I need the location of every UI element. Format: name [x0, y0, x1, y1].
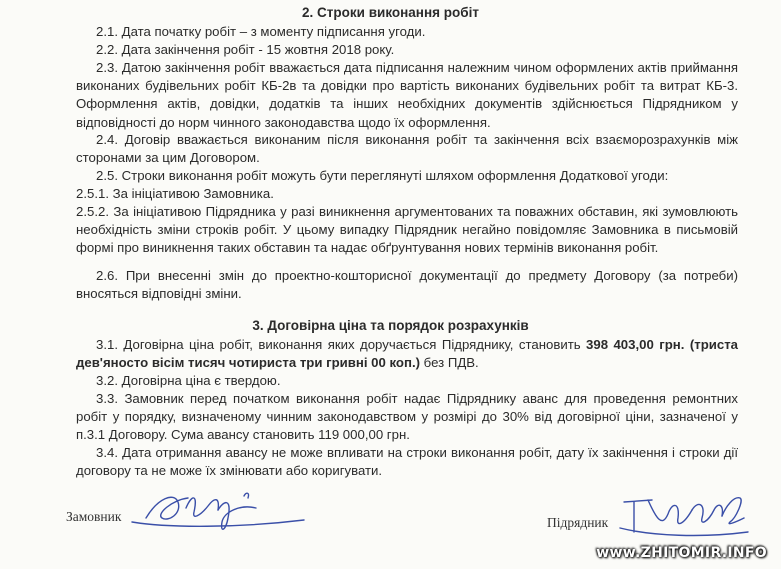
- clause-2-3: 2.3. Датою закінчення робіт вважається дата підписання належним чином оформлених актів приймання виконаних будівельних робіт КБ-2в та довідки про вартість виконаних будівельних робіт та витрат КБ-3. Оформлення актів, довідки, додатків та інших необхідних документів здійснюється Підрядником у відповідності до норм чинного законодавства щодо їх оформлення.: [76, 60, 738, 130]
- section-3-heading: 3. Договірна ціна та порядок розрахунків: [252, 318, 529, 333]
- clause-2-2: 2.2. Дата закінчення робіт - 15 жовтня 2018 року.: [96, 42, 395, 57]
- clause-3-1: [76, 336, 738, 372]
- clause-2-6: 2.6. При внесенні змін до проектно-кошторисної документації до предмету Договору (за потреби) вносяться відповідні зміни.: [76, 268, 738, 302]
- contractor-signature: [612, 488, 752, 544]
- contract-price: 398 403,00 грн. (триста дев'яносто вісім тисяч чотириста три гривні 00 коп.): [76, 337, 738, 371]
- customer-signature: [128, 488, 308, 540]
- clause-3-2: 3.2. Договірна ціна є твердою.: [96, 373, 281, 388]
- clause-2-4: 2.4. Договір вважається виконаним після виконання робіт та закінчення всіх взаєморозрахунків між сторонами за цим Договором.: [76, 132, 738, 166]
- clause-3-3: 3.3. Замовник перед початком виконання робіт надає Підряднику аванс для проведення ремонтних робіт у порядку, визначеному чинним законодавством у розмірі до 30% від договірної ціни, зазначеної у п.3.1 Договору. Сума авансу становить 119 000,00 грн.: [76, 391, 738, 443]
- clause-2-5: 2.5. Строки виконання робіт можуть бути переглянуті шляхом оформлення Додаткової угоди:: [96, 168, 669, 183]
- clause-2-1: 2.1. Дата початку робіт – з моменту підписання угоди.: [96, 24, 426, 39]
- clause-2-5-2: 2.5.2. За ініціативою Підрядника у разі виникнення аргументованих та поважних обставин, які зумовлюють необхідність зміни строків робіт. У цьому випадку Підрядник негайно повідомляє Замовника в письмовій формі про виникнення таких обставин та надає обґрунтування нових термінів виконання робіт.: [76, 204, 738, 256]
- contractor-label: Підрядник: [547, 515, 609, 530]
- customer-label: Замовник: [66, 509, 122, 524]
- clause-2-5-1: 2.5.1. За ініціативою Замовника.: [76, 186, 274, 201]
- watermark: www.ZHITOMIR.INFO: [596, 545, 767, 561]
- section-2-heading: 2. Строки виконання робіт: [302, 5, 479, 20]
- clause-3-4: 3.4. Дата отримання авансу не може впливати на строки виконання робіт, дату їх закінчення і строки дії договору та не може їх змінювати або коригувати.: [76, 445, 738, 479]
- clause-3-1-text: 3.1. Договірна ціна робіт, виконання яких доручається Підряднику, становить: [96, 337, 587, 352]
- clause-3-1-vat: без ПДВ.: [420, 355, 479, 371]
